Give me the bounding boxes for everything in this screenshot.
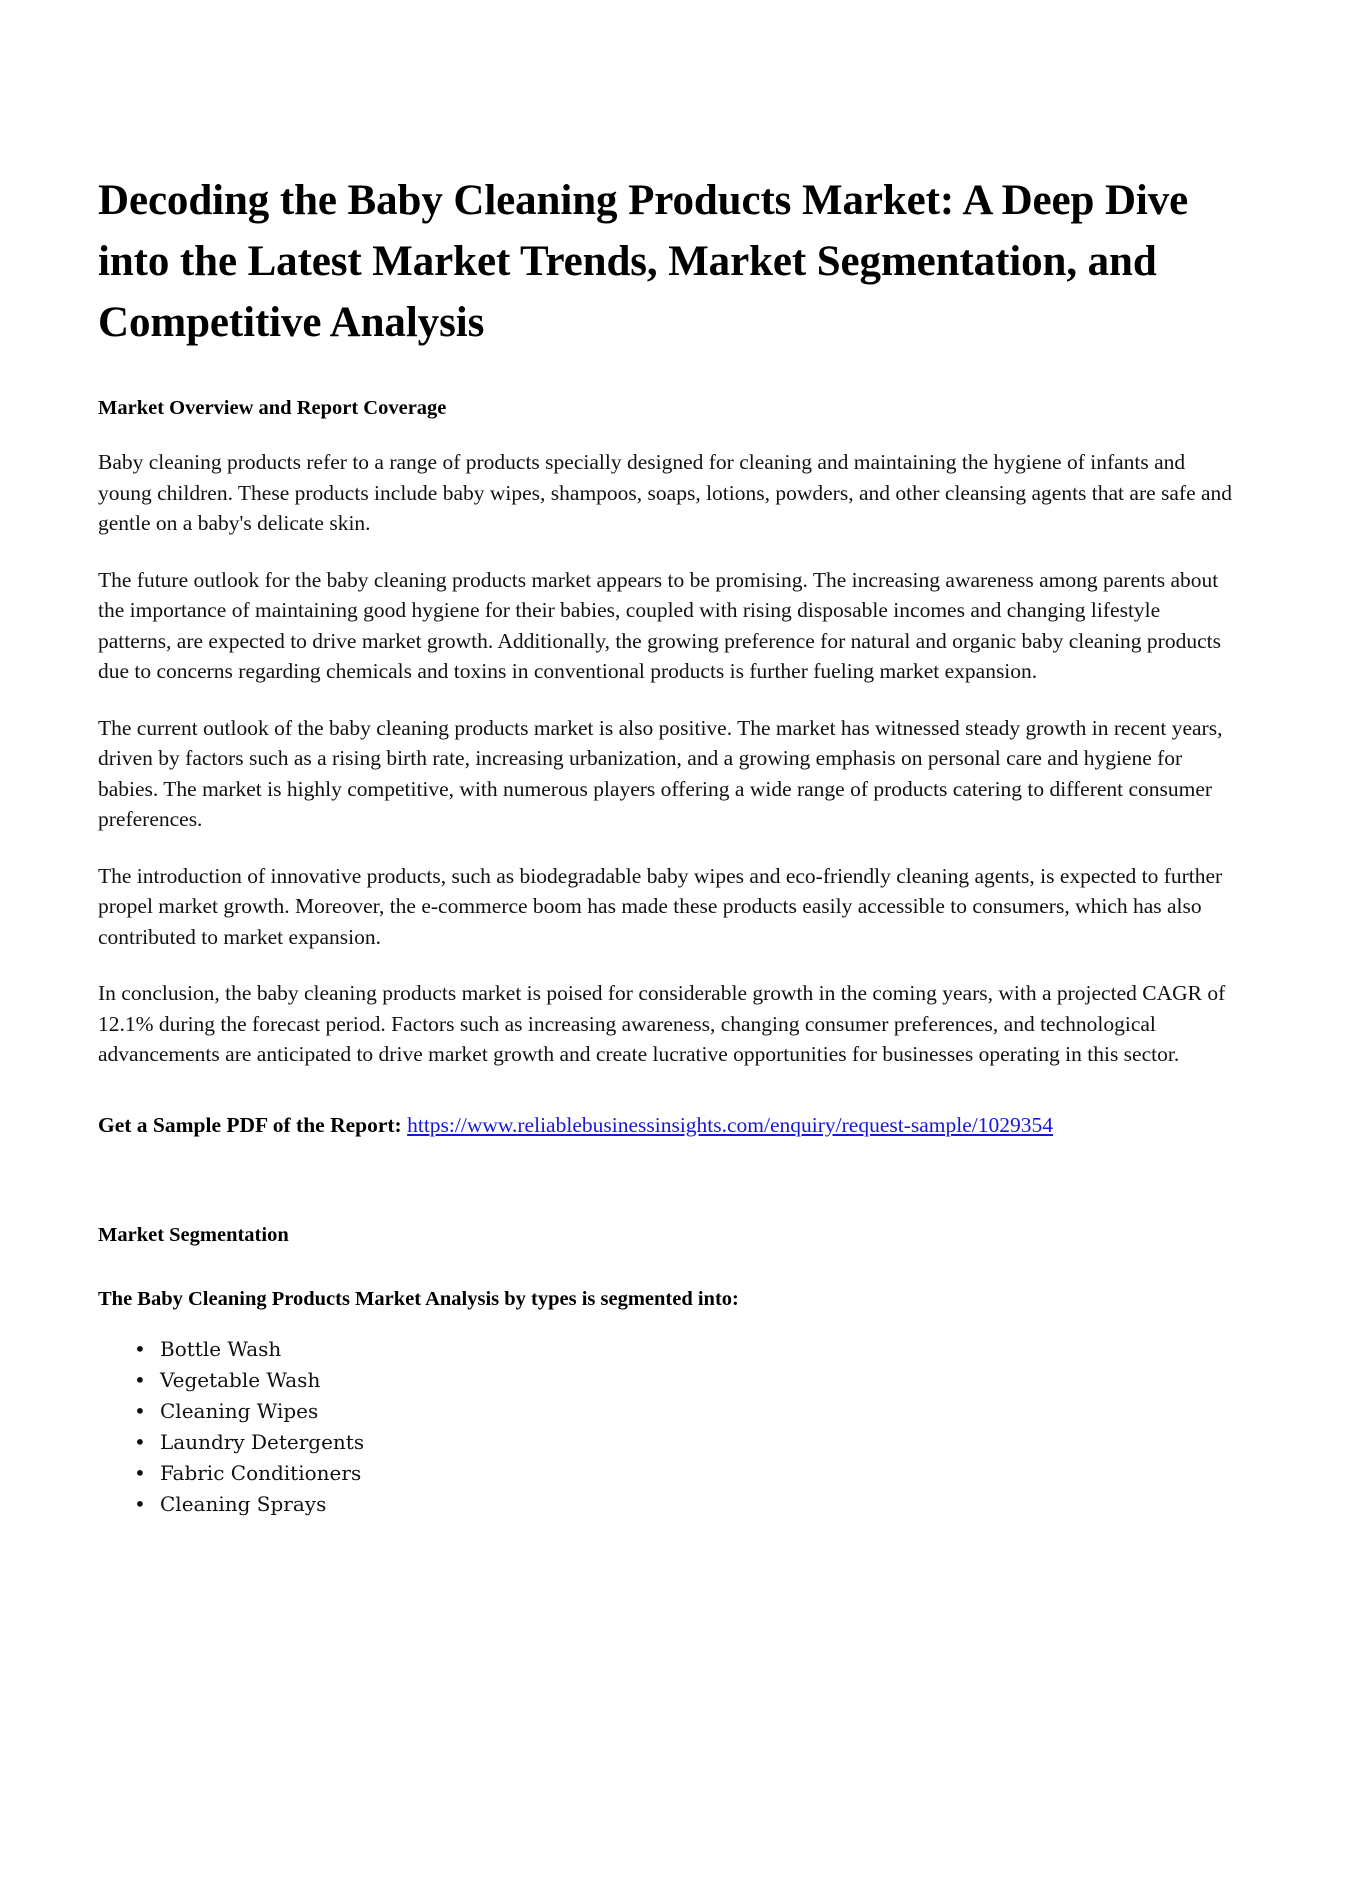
list-item: • Vegetable Wash (160, 1365, 1238, 1396)
paragraph-definition: Baby cleaning products refer to a range of products specially designed for cleaning and maintaining the hygiene of infants and young children. These products include baby wipes, shampoos, soaps, lotions, powders, and other cleansing agents that are safe and gentle on a baby's delicate skin. (98, 450, 1233, 535)
page-title: Decoding the Baby Cleaning Products Market: A Deep Dive into the Latest Market Trends, Market Segmentation, and Competitive Analysis (98, 177, 1189, 346)
heading-market-overview: Market Overview and Report Coverage (98, 397, 447, 419)
sample-pdf-link[interactable]: https://www.reliablebusinessinsights.com/enquiry/request-sample/1029354 (407, 1112, 1054, 1137)
section-spacer (98, 1140, 1238, 1184)
document-content (98, 170, 1238, 1520)
list-item: • Laundry Detergents (160, 1427, 1238, 1458)
heading-segmented-by-types: The Baby Cleaning Products Market Analysis by types is segmented into: (98, 1288, 739, 1310)
paragraph-conclusion: In conclusion, the baby cleaning products market is poised for considerable growth in the coming years, with a projected CAGR of 12.1% during the forecast period. Factors such as increasing awareness, changing consumer preferences, and technological advancements are anticipated to drive market growth and create lucrative opportunities for businesses operating in this sector. (98, 981, 1226, 1066)
paragraph-future-outlook: The future outlook for the baby cleaning products market appears to be promising. The increasing awareness among parents about the importance of maintaining good hygiene for their babies, coupled with rising disposable incomes and changing lifestyle patterns, are expected to drive market growth. Additionally, the growing preference for natural and organic baby cleaning products due to concerns regarding chemicals and toxins in conventional products is further fueling market expansion. (98, 567, 1221, 683)
segment-types-list (98, 1334, 1238, 1520)
list-item: • Cleaning Wipes (160, 1396, 1238, 1427)
list-item: • Fabric Conditioners (160, 1458, 1238, 1489)
heading-market-segmentation: Market Segmentation (98, 1224, 289, 1246)
sample-pdf-label: Get a Sample PDF of the Report: (98, 1112, 402, 1137)
paragraph-current-outlook: The current outlook of the baby cleaning products market is also positive. The market has witnessed steady growth in recent years, driven by factors such as a rising birth rate, increasing urbanization, and a growing emphasis on personal care and hygiene for babies. The market is highly competitive, with numerous players offering a wide range of products catering to different consumer preferences. (98, 715, 1223, 831)
sample-pdf-callout (98, 1110, 1233, 1141)
list-item: • Bottle Wash (160, 1334, 1238, 1365)
paragraph-innovation: The introduction of innovative products, such as biodegradable baby wipes and eco-friendly cleaning agents, is expected to further propel market growth. Moreover, the e-commerce boom has made these products easily accessible to consumers, which has also contributed to market expansion. (98, 863, 1223, 949)
list-item: • Cleaning Sprays (160, 1489, 1238, 1520)
